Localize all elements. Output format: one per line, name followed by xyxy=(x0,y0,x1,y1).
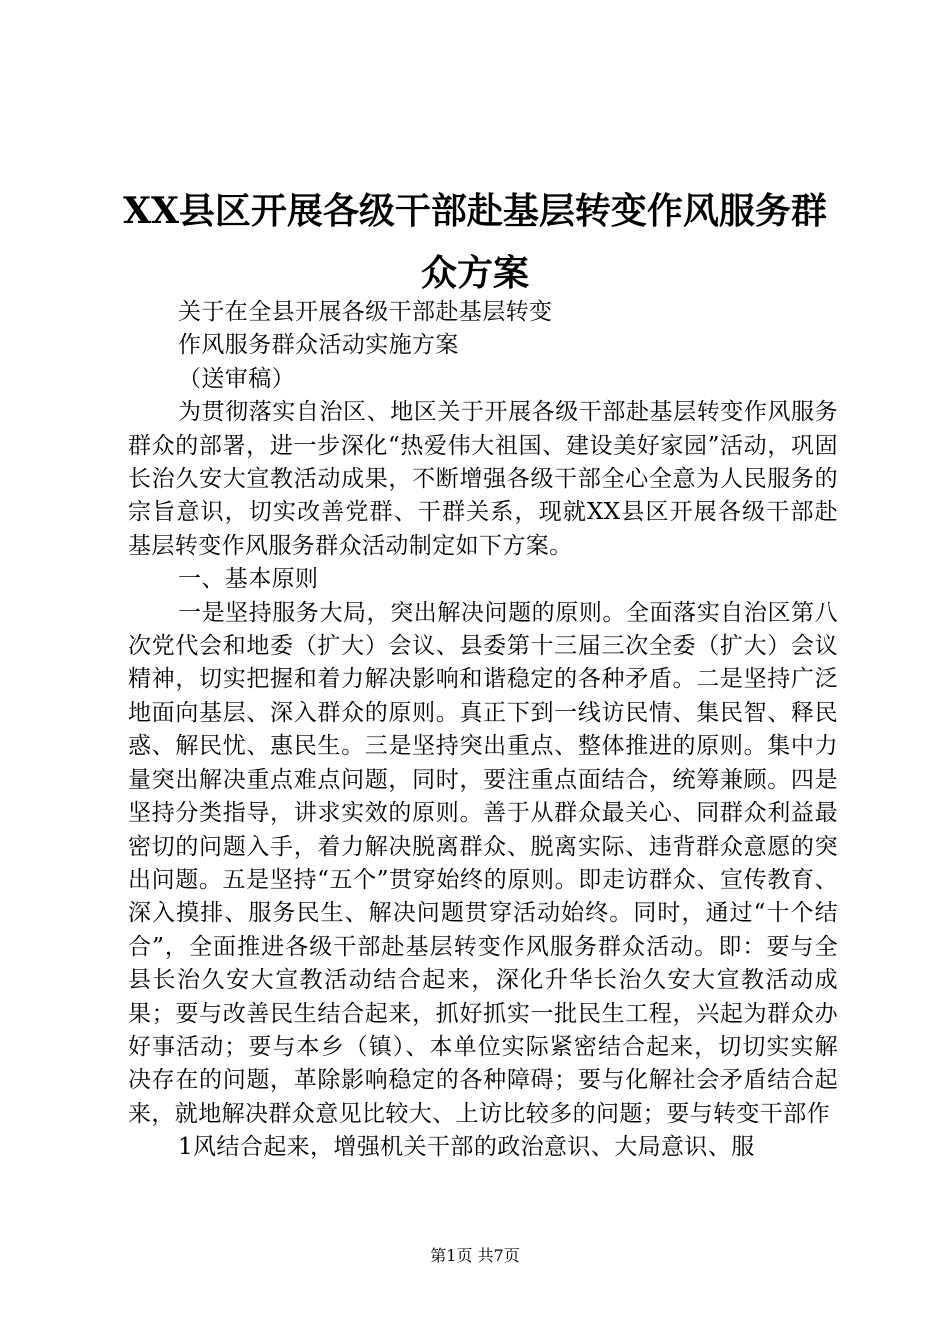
subtitle-line-1: 关于在全县开展各级干部赴基层转变 xyxy=(178,299,553,325)
continuation-paragraph: 1风结合起来，增强机关干部的政治意识、大局意识、服 xyxy=(178,1134,755,1161)
document-title-line-1: XX县区开展各级干部赴基层转变作风服务群 xyxy=(123,190,827,232)
intro-paragraph: 为贯彻落实自治区、地区关于开展各级干部赴基层转变作风服务群众的部署，进一步深化“热爱伟大祖国、建设美好家园”活动，巩固长治久安大宣教活动成果，不断增强各级干部全心全意为人民服务的宗旨意识，切实改善党群、干群关系，现就XX县区开展各级干部赴基层转变作风服务群众活动制定如下方案。 xyxy=(128,399,838,559)
subtitle-line-2: 作风服务群众活动实施方案 xyxy=(178,332,459,359)
draft-note: （送审稿） xyxy=(178,365,295,392)
principles-paragraph: 一是坚持服务大局，突出解决问题的原则。全面落实自治区第八次党代会和地委（扩大）会议、县委第十三届三次全委（扩大）会议精神，切实把握和着力解决影响和谐稳定的各种矛盾。二是坚持广泛地面向基层、深入群众的原则。真正下到一线访民情、集民智、释民惑、解民忧、惠民生。三是坚持突出重点、整体推进的原则。集中力量突出解决重点难点问题，同时，要注重点面结合，统筹兼顾。四是坚持分类指导，讲求实效的原则。善于从群众最关心、同群众利益最密切的问题入手，着力解决脱离群众、脱离实际、违背群众意愿的突出问题。五是坚持“五个”贯穿始终的原则。即走访群众、宣传教育、深入摸排、服务民生、解决问题贯穿活动始终。同时，通过“十个结合”，全面推进各级干部赴基层转变作风服务群众活动。即：要与全县长治久安大宣教活动结合起来，深化升华长治久安大宣教活动成果；要与改善民生结合起来，抓好抓实一批民生工程，兴起为群众办好事活动；要与本乡（镇）、本单位实际紧密结合起来，切切实实解决存在的问题，革除影响稳定的各种障碍；要与化解社会矛盾结合起来，就地解决群众意见比较大、上访比较多的问题；要与转变干部作 xyxy=(128,599,838,1127)
document-body xyxy=(128,296,838,1165)
page-footer: 第1页 共7页 xyxy=(430,1246,520,1265)
document-title-line-2: 众方案 xyxy=(420,252,529,294)
section-heading-basic-principles: 一、基本原则 xyxy=(178,566,319,593)
